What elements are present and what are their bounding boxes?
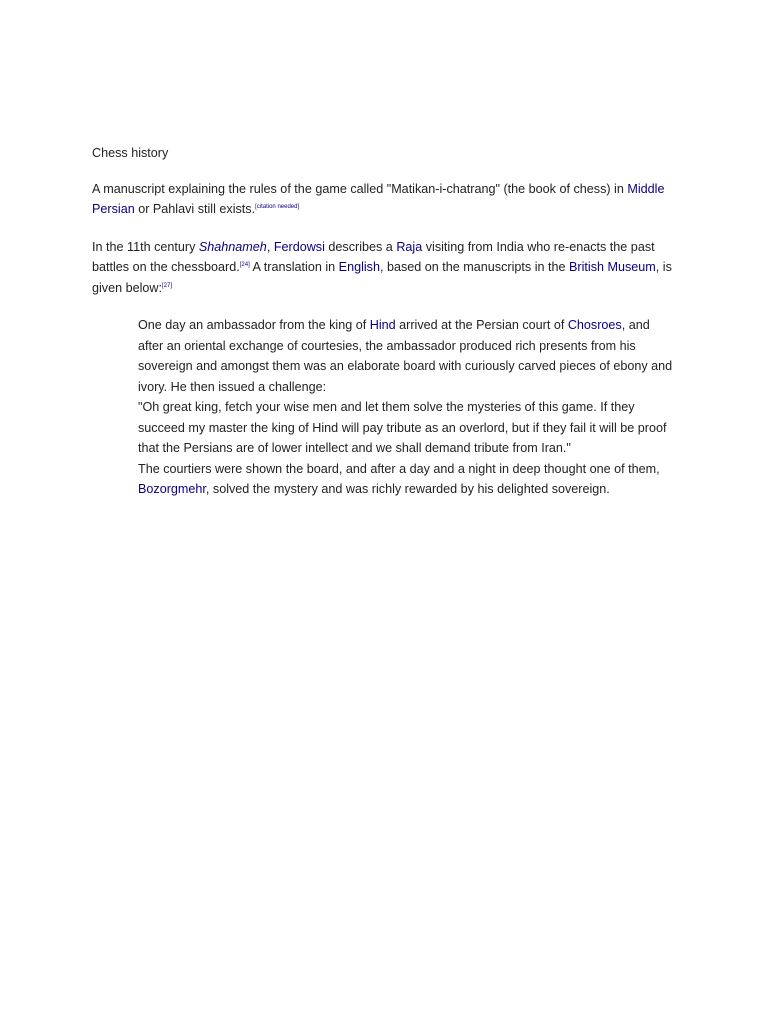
- text: arrived at the Persian court of: [395, 318, 568, 332]
- text: In the 11th century: [92, 239, 199, 254]
- citation-needed: [255, 204, 299, 210]
- text: , solved the mystery and was richly rewarded by his delighted sovereign.: [205, 482, 610, 496]
- text: describes a: [324, 239, 397, 254]
- text: ,: [266, 239, 274, 254]
- page-title: Chess history: [92, 146, 169, 160]
- reference-24: [240, 262, 250, 268]
- link-british-museum[interactable]: British Museum: [569, 260, 656, 274]
- link-bozorgmehr[interactable]: Bozorgmehr: [138, 482, 206, 496]
- paragraph-manuscript: [92, 179, 692, 220]
- text: , based on the manuscripts in the: [379, 260, 570, 274]
- link-raja[interactable]: Raja: [396, 239, 423, 254]
- link-hind[interactable]: Hind: [369, 318, 396, 332]
- text: visiting from India who re-enacts the past battles on the chessboard.: [92, 239, 655, 274]
- text: or Pahlavi still exists.: [134, 202, 256, 216]
- link-english[interactable]: English: [338, 260, 380, 274]
- link-shahnameh[interactable]: Shahnameh: [198, 239, 267, 254]
- link-chosroes[interactable]: Chosroes: [567, 318, 622, 332]
- link-ferdowsi[interactable]: Ferdowsi: [273, 239, 325, 254]
- citation-needed-link[interactable]: [citation needed]: [255, 204, 300, 210]
- text: A translation in: [249, 260, 339, 274]
- reference-27: [162, 283, 172, 289]
- link-middle-persian[interactable]: Middle Persian: [92, 181, 665, 216]
- reference-24-link[interactable]: [24]: [239, 262, 250, 268]
- text: The courtiers were shown the board, and after a day and a night in deep thought one of them,: [138, 461, 660, 476]
- quote-paragraph-3: [138, 459, 678, 500]
- text: One day an ambassador from the king of: [138, 318, 370, 332]
- reference-27-link[interactable]: [27]: [162, 282, 173, 289]
- text: , and after an oriental exchange of courtesies, the ambassador produced rich presents from his sovereign and amongst them was an elaborate board with curiously carved pieces of ebony and ivory. He then issued a challenge:: [138, 318, 673, 394]
- text: , is given below:: [92, 260, 672, 295]
- quote-paragraph-1: [138, 315, 678, 397]
- quote-paragraph-2: "Oh great king, fetch your wise men and let them solve the mysteries of this game. If they succeed my master the king of Hind will pay tribute as an overlord, but if they fail it will be proof that the Persians are of lower intellect and we shall demand tribute from Iran.": [138, 400, 667, 455]
- article-body: [92, 143, 692, 500]
- blockquote: [138, 315, 678, 500]
- paragraph-shahnameh: [92, 237, 692, 299]
- text: A manuscript explaining the rules of the game called "Matikan-i-chatrang" (the book of chess) in: [92, 181, 628, 196]
